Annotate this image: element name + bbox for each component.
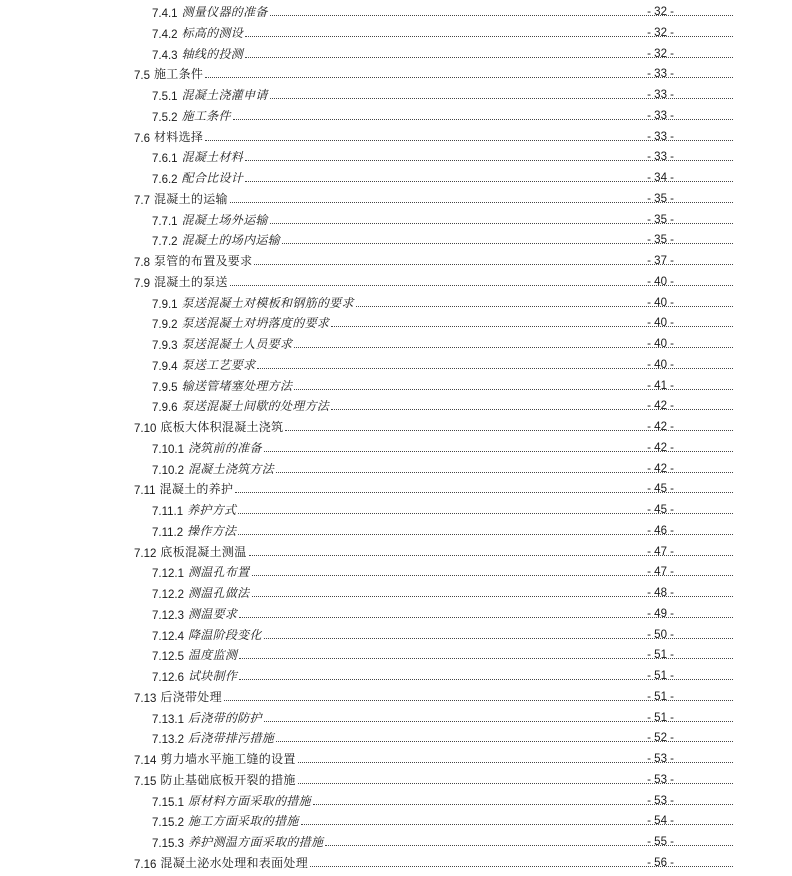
toc-entry-page: - 42 - bbox=[647, 421, 674, 433]
toc-entry-number: 7.15.2 bbox=[152, 817, 184, 830]
toc-entry-page: - 33 - bbox=[647, 151, 674, 164]
toc-entry-page: - 51 - bbox=[647, 670, 674, 682]
toc-entry-title: 后浇带处理 bbox=[160, 689, 222, 704]
toc-entry-title: 混凝土材料 bbox=[181, 150, 244, 165]
toc-entry-number: 7.12.4 bbox=[152, 630, 184, 643]
toc-entry-page: - 53 - bbox=[647, 794, 674, 807]
toc-entry-page: - 53 - bbox=[647, 773, 674, 786]
toc-entry-page: - 46 - bbox=[647, 524, 674, 537]
toc-entry-number: 7.15 bbox=[134, 775, 157, 788]
toc-entry-page: - 32 - bbox=[647, 47, 674, 60]
toc-entry-title: 后浇带的防护 bbox=[187, 710, 262, 725]
toc-entry-title: 操作方法 bbox=[187, 523, 237, 538]
toc-entry-title: 测温孔布置 bbox=[187, 565, 250, 580]
toc-entry[interactable] bbox=[0, 166, 792, 186]
toc-entry-page: - 40 - bbox=[647, 358, 674, 371]
toc-entry-number: 7.8 bbox=[134, 257, 150, 269]
toc-entry-title: 标高的测设 bbox=[181, 25, 244, 40]
toc-entry[interactable] bbox=[0, 809, 792, 829]
toc-entry-title: 泵管的布置及要求 bbox=[154, 254, 253, 268]
toc-entry-title: 配合比设计 bbox=[181, 171, 244, 185]
toc-entry-page: - 56 - bbox=[647, 856, 674, 869]
toc-entry-number: 7.5 bbox=[134, 70, 150, 83]
toc-entry-page: - 35 - bbox=[647, 192, 674, 205]
toc-entry-number: 7.9.3 bbox=[152, 340, 178, 352]
toc-entry-title: 泵送混凝土人员要求 bbox=[181, 337, 293, 351]
toc-entry-number: 7.4.1 bbox=[152, 8, 178, 20]
toc-entry-page: - 47 - bbox=[647, 566, 674, 579]
toc-entry-title: 轴线的投测 bbox=[181, 46, 244, 61]
toc-entry[interactable] bbox=[0, 187, 792, 207]
toc-entry-page: - 47 - bbox=[647, 545, 674, 558]
toc-entry[interactable] bbox=[0, 83, 792, 103]
toc-entry-title: 底板混凝土测温 bbox=[160, 544, 247, 559]
toc-entry-title: 测温要求 bbox=[187, 606, 238, 621]
toc-entry-page: - 49 - bbox=[647, 607, 674, 620]
toc-entry[interactable] bbox=[0, 21, 792, 41]
toc-entry[interactable] bbox=[0, 789, 792, 809]
toc-entry[interactable] bbox=[0, 477, 792, 497]
toc-entry-number: 7.15.1 bbox=[152, 796, 184, 809]
toc-entry-title: 温度监测 bbox=[187, 648, 238, 663]
toc-entry-page: - 37 - bbox=[647, 255, 674, 267]
toc-entry-title: 防止基础底板开裂的措施 bbox=[160, 772, 296, 787]
toc-entry[interactable] bbox=[0, 747, 792, 767]
toc-entry[interactable] bbox=[0, 415, 792, 435]
toc-entry-page: - 33 - bbox=[647, 109, 674, 122]
toc-entry[interactable] bbox=[0, 332, 792, 352]
toc-entry-page: - 48 - bbox=[647, 587, 674, 599]
toc-entry[interactable] bbox=[0, 623, 792, 643]
toc-entry[interactable] bbox=[0, 560, 792, 580]
toc-entry[interactable] bbox=[0, 249, 792, 269]
toc-entry-title: 混凝土泌水处理和表面处理 bbox=[160, 855, 308, 870]
toc-entry-page: - 34 - bbox=[647, 172, 674, 184]
toc-entry-title: 底板大体积混凝土浇筑 bbox=[160, 420, 284, 434]
toc-entry-number: 7.4.2 bbox=[152, 28, 178, 41]
toc-entry-number: 7.13.2 bbox=[152, 734, 184, 747]
toc-entry-number: 7.11.1 bbox=[152, 506, 184, 518]
toc-entry[interactable] bbox=[0, 125, 792, 145]
toc-entry-number: 7.12.2 bbox=[152, 589, 184, 601]
toc-entry-number: 7.9.6 bbox=[152, 402, 178, 415]
toc-entry[interactable] bbox=[0, 228, 792, 248]
toc-entry-page: - 51 - bbox=[647, 711, 674, 724]
toc-entry-page: - 55 - bbox=[647, 836, 674, 848]
toc-entry-title: 养护方式 bbox=[187, 503, 237, 517]
toc-entry-title: 泵送混凝土间歇的处理方法 bbox=[181, 399, 330, 414]
toc-entry-number: 7.7.1 bbox=[152, 215, 178, 228]
toc-entry-title: 降温阶段变化 bbox=[187, 627, 262, 642]
toc-entry-number: 7.11 bbox=[134, 485, 156, 498]
toc-entry[interactable] bbox=[0, 581, 792, 601]
toc-entry-page: - 32 - bbox=[647, 6, 674, 18]
toc-entry[interactable] bbox=[0, 706, 792, 726]
toc-entry[interactable] bbox=[0, 353, 792, 373]
toc-dot-leader bbox=[356, 306, 733, 307]
toc-entry[interactable] bbox=[0, 62, 792, 82]
toc-entry-number: 7.9.2 bbox=[152, 319, 178, 332]
toc-entry[interactable] bbox=[0, 208, 792, 228]
toc-entry[interactable] bbox=[0, 768, 792, 788]
toc-entry-title: 材料选择 bbox=[154, 129, 204, 144]
toc-entry-number: 7.15.3 bbox=[152, 838, 184, 850]
toc-entry-page: - 51 - bbox=[647, 649, 674, 662]
toc-entry[interactable] bbox=[0, 519, 792, 539]
toc-entry[interactable] bbox=[0, 726, 792, 746]
toc-entry-number: 7.12.5 bbox=[152, 651, 184, 664]
toc-entry[interactable] bbox=[0, 830, 792, 850]
toc-entry-number: 7.12.1 bbox=[152, 568, 184, 581]
toc-entry-page: - 40 - bbox=[647, 296, 674, 309]
toc-entry-title: 混凝土的养护 bbox=[159, 482, 234, 497]
toc-entry-title: 泵送混凝土对模板和钢筋的要求 bbox=[181, 295, 354, 310]
toc-entry-page: - 54 - bbox=[647, 815, 674, 828]
toc-entry-title: 测温孔做法 bbox=[187, 586, 250, 600]
toc-entry-page: - 33 - bbox=[647, 68, 674, 81]
toc-entry-number: 7.6.1 bbox=[152, 153, 178, 166]
toc-entry-page: - 40 - bbox=[647, 275, 674, 288]
toc-entry-title: 混凝土场外运输 bbox=[181, 212, 268, 227]
toc-entry[interactable] bbox=[0, 374, 792, 394]
toc-entry-page: - 35 - bbox=[647, 213, 674, 226]
toc-entry-title: 原材料方面采取的措施 bbox=[187, 793, 311, 808]
toc-entry-page: - 42 - bbox=[647, 441, 674, 454]
toc-entry-title: 混凝土浇灌申请 bbox=[181, 88, 268, 102]
toc-entry[interactable] bbox=[0, 311, 792, 331]
toc-entry-page: - 40 - bbox=[647, 338, 674, 350]
toc-entry-title: 施工方面采取的措施 bbox=[187, 814, 299, 829]
toc-entry-number: 7.11.2 bbox=[152, 526, 184, 539]
toc-entry[interactable] bbox=[0, 851, 792, 871]
toc-entry-page: - 32 - bbox=[647, 26, 674, 39]
toc-entry-number: 7.12.6 bbox=[152, 672, 184, 684]
toc-entry-title: 后浇带排污措施 bbox=[187, 731, 275, 746]
toc-entry[interactable] bbox=[0, 643, 792, 663]
toc-entry-number: 7.9.5 bbox=[152, 381, 178, 394]
toc-entry-title: 养护测温方面采取的措施 bbox=[187, 835, 324, 849]
toc-entry[interactable] bbox=[0, 270, 792, 290]
toc-entry-title: 试块制作 bbox=[187, 669, 238, 683]
toc-entry-number: 7.6 bbox=[134, 132, 150, 145]
toc-entry-page: - 42 - bbox=[647, 462, 674, 475]
toc-entry[interactable] bbox=[0, 685, 792, 705]
toc-entry[interactable] bbox=[0, 145, 792, 165]
toc-entry-title: 混凝土的泵送 bbox=[154, 274, 228, 289]
toc-entry-number: 7.7.2 bbox=[152, 236, 178, 249]
toc-entry-number: 7.9 bbox=[134, 277, 150, 290]
toc-entry[interactable] bbox=[0, 457, 792, 477]
toc-entry-number: 7.12 bbox=[134, 547, 157, 560]
toc-entry-number: 7.4.3 bbox=[152, 49, 178, 62]
toc-entry-title: 测量仪器的准备 bbox=[181, 5, 268, 19]
toc-entry-page: - 45 - bbox=[647, 483, 674, 496]
toc-entry-page: - 35 - bbox=[647, 234, 674, 247]
toc-entry-number: 7.14 bbox=[134, 755, 157, 767]
toc-entry[interactable] bbox=[0, 498, 792, 518]
toc-entry-page: - 51 - bbox=[647, 690, 674, 703]
toc-entry-number: 7.13.1 bbox=[152, 713, 184, 726]
toc-entry-number: 7.9.1 bbox=[152, 298, 178, 311]
toc-entry-number: 7.7 bbox=[134, 194, 150, 207]
toc-entry-title: 浇筑前的准备 bbox=[187, 440, 262, 455]
toc-entry-number: 7.5.1 bbox=[152, 91, 178, 103]
toc-entry-title: 混凝土浇筑方法 bbox=[187, 461, 275, 476]
toc-entry-number: 7.16 bbox=[134, 858, 157, 871]
toc-entry-page: - 53 - bbox=[647, 753, 674, 765]
toc-entry-page: - 33 - bbox=[647, 89, 674, 101]
toc-entry-title: 施工条件 bbox=[154, 67, 204, 82]
toc-entry-title: 剪力墙水平施工缝的设置 bbox=[160, 752, 296, 766]
toc-entry-number: 7.9.4 bbox=[152, 360, 178, 373]
toc-entry[interactable] bbox=[0, 664, 792, 684]
toc-entry[interactable] bbox=[0, 104, 792, 124]
toc-entry-page: - 42 - bbox=[647, 400, 674, 413]
toc-entry-page: - 33 - bbox=[647, 130, 674, 143]
toc-entry-page: - 45 - bbox=[647, 504, 674, 516]
toc-entry-number: 7.5.2 bbox=[152, 111, 178, 124]
toc-entry-number: 7.10.2 bbox=[152, 464, 184, 477]
toc-entry-page: - 41 - bbox=[647, 379, 674, 392]
toc-entry[interactable] bbox=[0, 291, 792, 311]
toc-entry-page: - 52 - bbox=[647, 732, 674, 745]
toc-entry-page: - 50 - bbox=[647, 628, 674, 641]
toc-entry-page: - 40 - bbox=[647, 317, 674, 330]
toc-entry[interactable] bbox=[0, 0, 792, 20]
toc-entry-title: 泵送混凝土对坍落度的要求 bbox=[181, 316, 330, 331]
toc-entry[interactable] bbox=[0, 42, 792, 62]
toc-entry[interactable] bbox=[0, 602, 792, 622]
toc-entry-title: 输送管堵塞处理方法 bbox=[181, 378, 293, 393]
toc-entry-number: 7.10 bbox=[134, 423, 157, 435]
toc-entry-title: 混凝土的场内运输 bbox=[181, 233, 280, 248]
toc-entry-title: 施工条件 bbox=[181, 108, 231, 123]
toc-entry[interactable] bbox=[0, 540, 792, 560]
toc-entry[interactable] bbox=[0, 394, 792, 414]
toc-entry-title: 泵送工艺要求 bbox=[181, 357, 256, 372]
toc-entry-title: 混凝土的运输 bbox=[154, 191, 228, 206]
toc-entry-number: 7.13 bbox=[134, 692, 157, 705]
toc-entry[interactable] bbox=[0, 436, 792, 456]
toc-entry-number: 7.12.3 bbox=[152, 609, 184, 622]
toc-entry-number: 7.6.2 bbox=[152, 174, 178, 186]
toc-entry-number: 7.10.1 bbox=[152, 443, 184, 456]
